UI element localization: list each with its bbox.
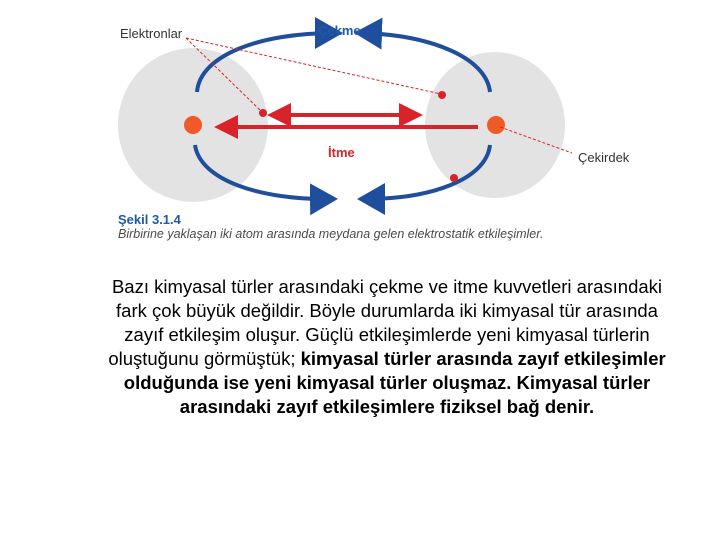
electron-left bbox=[259, 109, 267, 117]
explanation-paragraph bbox=[104, 275, 670, 419]
left-nucleus bbox=[184, 116, 202, 134]
repulsion-label: İtme bbox=[328, 145, 355, 160]
figure-caption-text: Birbirine yaklaşan iki atom arasında meydana gelen elektrostatik etkileşimler. bbox=[118, 227, 544, 241]
right-nucleus bbox=[487, 116, 505, 134]
electron-top-right bbox=[438, 91, 446, 99]
attraction-label: Çekme bbox=[318, 23, 361, 38]
electron-bottom-right bbox=[450, 174, 458, 182]
figure-caption-title: Şekil 3.1.4 bbox=[118, 212, 181, 227]
figure-caption bbox=[118, 212, 588, 242]
paragraph-bold-text: kimyasal türler arasında zayıf etkileşimler olduğunda ise yeni kimyasal türler oluşmaz. Kimyasal türler arasındaki zayıf etkileşimlere fiziksel bağ denir. bbox=[123, 348, 666, 417]
nucleus-label: Çekirdek bbox=[578, 150, 630, 165]
paragraph-normal-text: Bazı kimyasal türler arasındaki çekme ve itme kuvvetleri arasındaki fark çok büyük değildir. Böyle durumlarda iki kimyasal tür arasında zayıf etkileşim oluşur. Güçlü etkileşimlerde yeni kimyasal türlerin oluştuğunu görmüştük; bbox=[108, 276, 663, 369]
electrons-label: Elektronlar bbox=[120, 26, 183, 41]
